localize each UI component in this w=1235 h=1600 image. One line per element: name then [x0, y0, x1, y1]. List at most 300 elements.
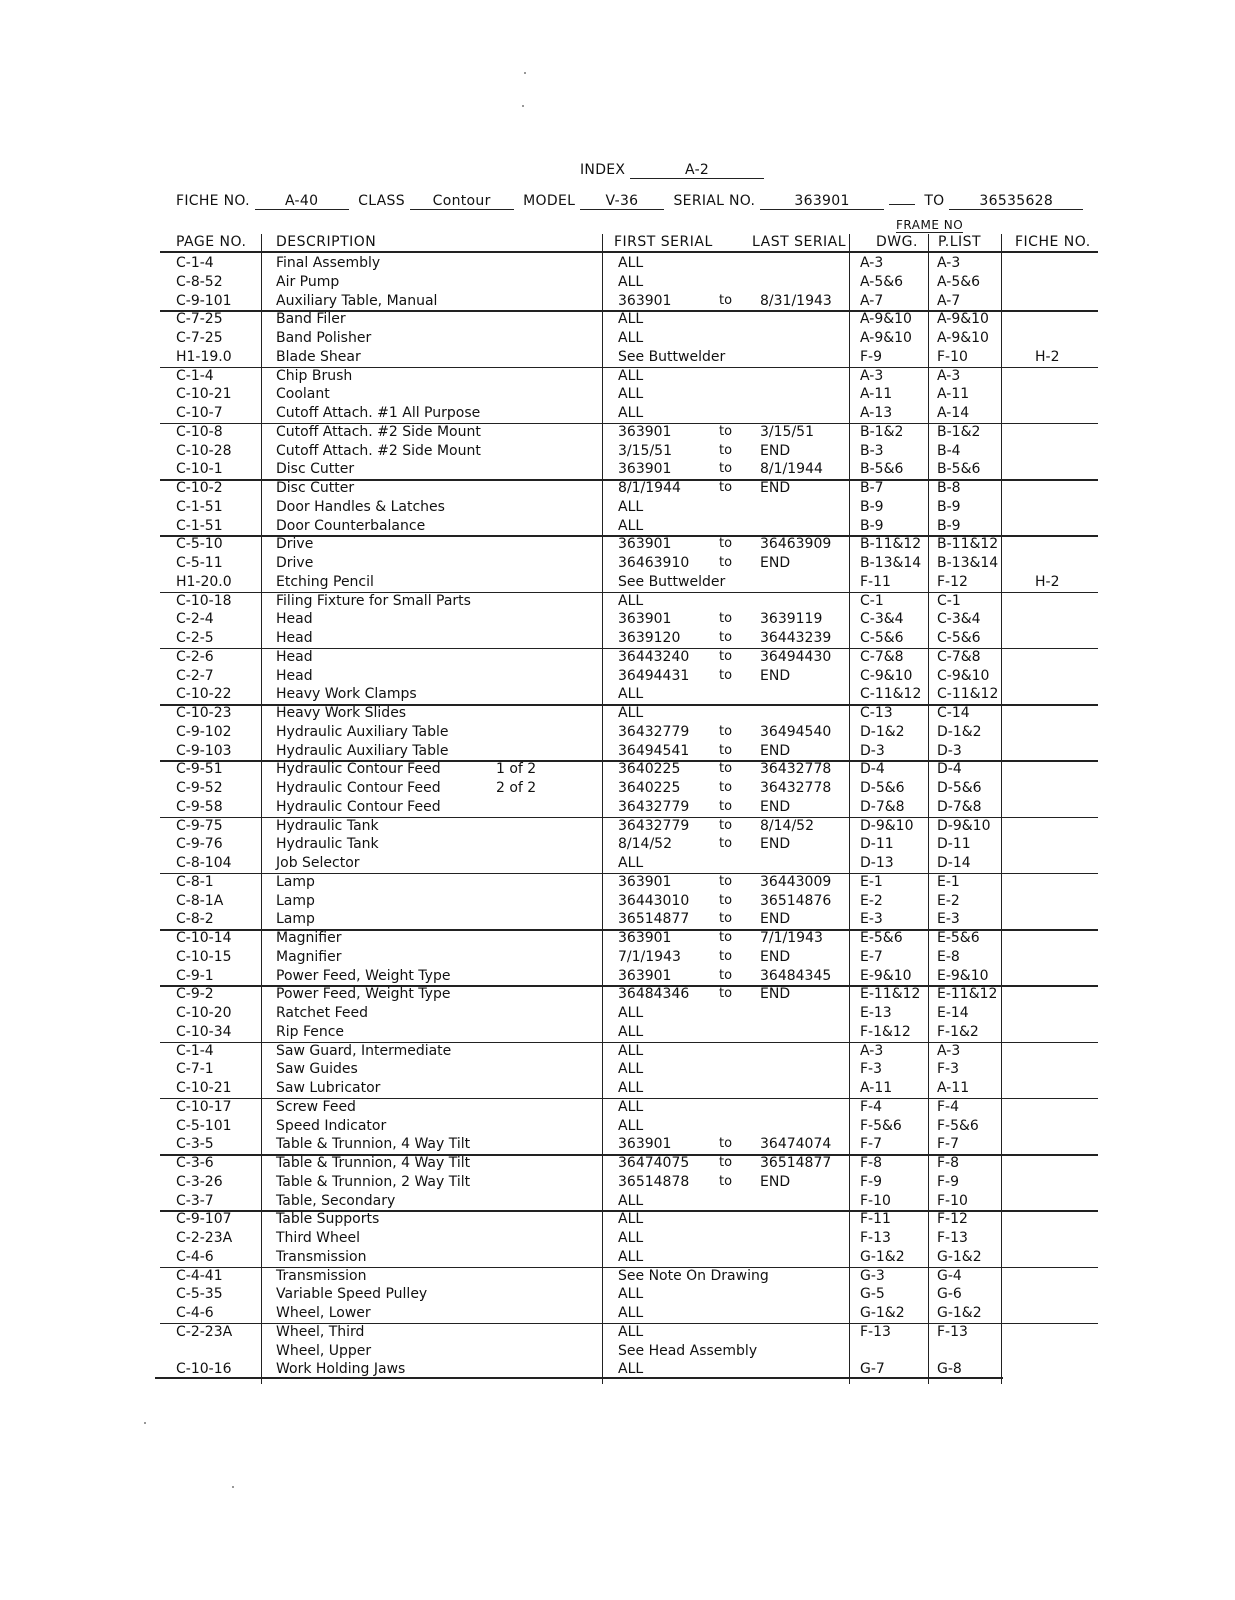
- dwg-cell: F-10: [860, 1192, 891, 1209]
- description-cell: Table Supports: [276, 1211, 380, 1228]
- table-row: [0, 1004, 1235, 1023]
- dwg-cell: B-13&14: [860, 555, 922, 571]
- to-cell: to: [719, 630, 733, 645]
- dwg-cell: A-9&10: [860, 311, 912, 328]
- first-serial-cell: ALL: [618, 1248, 644, 1265]
- dwg-cell: A-9&10: [860, 330, 912, 346]
- bottom-rule: [155, 1377, 1003, 1379]
- to-cell: to: [719, 442, 733, 458]
- dwg-cell: A-3: [860, 1042, 884, 1059]
- group-rule: [160, 479, 1098, 481]
- page-no-cell: C-10-17: [176, 1098, 232, 1115]
- to-cell: to: [719, 742, 733, 758]
- last-serial-cell: END: [760, 480, 791, 496]
- serial-label: SERIAL NO.: [673, 193, 756, 209]
- first-serial-cell: ALL: [618, 1323, 644, 1340]
- plist-cell: D-9&10: [937, 817, 991, 834]
- dwg-cell: E-7: [860, 948, 883, 965]
- group-rule: [160, 592, 1098, 594]
- group-rule: [160, 423, 1098, 425]
- first-serial-cell: ALL: [618, 1117, 644, 1134]
- dwg-cell: E-3: [860, 911, 883, 928]
- first-serial-cell: ALL: [618, 1023, 644, 1040]
- last-serial-cell: 36443239: [760, 630, 832, 646]
- table-row: [0, 704, 1235, 723]
- description-cell: Final Assembly: [276, 255, 381, 271]
- table-row: [0, 1135, 1235, 1154]
- description-cell: Band Filer: [276, 311, 346, 328]
- to-cell: to: [719, 667, 733, 683]
- group-rule: [160, 1098, 1098, 1100]
- to-value: 36535628: [949, 193, 1083, 210]
- page-no-cell: C-10-21: [176, 1080, 232, 1096]
- description-cell: Hydraulic Auxiliary Table: [276, 742, 449, 759]
- plist-cell: E-9&10: [937, 967, 989, 984]
- index-value: A-2: [630, 162, 764, 179]
- description-cell: Drive: [276, 555, 314, 571]
- first-serial-cell: 36443010: [618, 892, 690, 909]
- description-cell: Hydraulic Tank: [276, 836, 379, 853]
- table-row: [0, 835, 1235, 854]
- index-label: INDEX: [580, 162, 626, 178]
- fiche-value: A-40: [255, 193, 349, 210]
- to-cell: to: [719, 836, 733, 852]
- plist-cell: G-8: [937, 1361, 962, 1378]
- page-no-cell: C-5-11: [176, 555, 223, 571]
- group-rule: [160, 367, 1098, 369]
- to-cell: to: [719, 461, 733, 477]
- dwg-cell: A-3: [860, 367, 884, 384]
- page-no-cell: C-4-41: [176, 1267, 223, 1284]
- page-no-cell: C-10-15: [176, 948, 232, 965]
- first-serial-cell: ALL: [618, 311, 644, 328]
- table-row: [0, 967, 1235, 986]
- to-cell: to: [719, 1136, 733, 1152]
- table-row: [0, 348, 1235, 367]
- plist-cell: D-11: [937, 836, 971, 853]
- page-no-cell: C-10-1: [176, 461, 223, 478]
- plist-cell: C-7&8: [937, 648, 981, 665]
- description-cell: Coolant: [276, 386, 330, 403]
- dwg-cell: F-11: [860, 573, 891, 590]
- to-cell: to: [719, 648, 733, 664]
- plist-cell: D-4: [937, 761, 962, 778]
- table-row: [0, 460, 1235, 479]
- plist-cell: E-3: [937, 911, 960, 928]
- dwg-cell: D-3: [860, 742, 885, 759]
- first-serial-cell: 36432779: [618, 798, 690, 815]
- dwg-cell: A-11: [860, 386, 893, 403]
- dwg-cell: F-9: [860, 1173, 883, 1190]
- last-serial-cell: 8/1/1944: [760, 461, 823, 478]
- page-no-cell: C-1-4: [176, 1042, 214, 1059]
- page-no-cell: C-1-51: [176, 517, 223, 534]
- group-rule: [160, 985, 1098, 987]
- table-row: [0, 1323, 1235, 1342]
- table-row: [0, 329, 1235, 348]
- first-serial-cell: ALL: [618, 1361, 644, 1378]
- plist-cell: D-14: [937, 855, 971, 871]
- model-label: MODEL: [523, 193, 576, 209]
- dwg-cell: D-5&6: [860, 780, 905, 796]
- dwg-cell: A-13: [860, 405, 893, 421]
- last-serial-cell: END: [760, 948, 791, 965]
- dwg-cell: B-3: [860, 442, 884, 459]
- description-cell: Job Selector: [276, 855, 360, 871]
- dwg-cell: F-11: [860, 1211, 891, 1228]
- description-cell: Power Feed, Weight Type: [276, 967, 451, 984]
- page-no-cell: C-2-5: [176, 630, 214, 646]
- description-note-cell: 2 of 2: [496, 780, 537, 796]
- first-serial-cell: ALL: [618, 1305, 644, 1321]
- table-row: [0, 779, 1235, 798]
- description-cell: Hydraulic Contour Feed: [276, 780, 441, 796]
- table-row: [0, 667, 1235, 686]
- description-cell: Drive: [276, 536, 314, 553]
- plist-cell: D-1&2: [937, 723, 982, 740]
- table-row: [0, 817, 1235, 836]
- table-row: [0, 929, 1235, 948]
- page-no-cell: H1-20.0: [176, 573, 232, 590]
- page-no-cell: C-2-23A: [176, 1230, 233, 1246]
- description-cell: Wheel, Third: [276, 1323, 365, 1340]
- plist-cell: A-5&6: [937, 273, 981, 290]
- plist-cell: A-3: [937, 1042, 961, 1059]
- first-serial-cell: ALL: [618, 405, 644, 421]
- last-serial-cell: END: [760, 667, 791, 684]
- description-cell: Head: [276, 630, 313, 646]
- to-cell: to: [719, 892, 733, 908]
- first-serial-cell: See Buttwelder: [618, 348, 726, 365]
- description-cell: Air Pump: [276, 273, 340, 290]
- last-serial-cell: END: [760, 742, 791, 759]
- table-row: [0, 742, 1235, 761]
- group-rule: [160, 929, 1098, 931]
- first-serial-cell: ALL: [618, 498, 644, 515]
- plist-cell: D-7&8: [937, 798, 982, 815]
- description-cell: Hydraulic Contour Feed: [276, 761, 441, 778]
- last-serial-cell: END: [760, 986, 791, 1003]
- dwg-cell: D-9&10: [860, 817, 914, 834]
- first-serial-cell: 3640225: [618, 761, 681, 778]
- class-value: Contour: [410, 193, 514, 210]
- dwg-cell: B-9: [860, 498, 884, 515]
- group-rule: [160, 817, 1098, 819]
- to-cell: to: [719, 911, 733, 927]
- group-rule: [160, 1154, 1098, 1156]
- last-serial-cell: END: [760, 1173, 791, 1190]
- page-no-cell: C-1-4: [176, 255, 214, 271]
- table-row: [0, 1173, 1235, 1192]
- table-row: [0, 798, 1235, 817]
- plist-cell: F-9: [937, 1173, 960, 1190]
- first-serial-cell: 363901: [618, 611, 672, 628]
- dwg-cell: A-5&6: [860, 273, 904, 290]
- dwg-cell: C-1: [860, 592, 884, 609]
- description-cell: Wheel, Upper: [276, 1342, 372, 1359]
- description-cell: Wheel, Lower: [276, 1305, 371, 1321]
- description-cell: Hydraulic Auxiliary Table: [276, 723, 449, 740]
- description-cell: Disc Cutter: [276, 480, 355, 496]
- to-cell: to: [719, 536, 733, 552]
- dwg-cell: G-1&2: [860, 1305, 905, 1321]
- scan-speck: [144, 1422, 146, 1424]
- group-rule: [160, 1323, 1098, 1325]
- first-serial-cell: 363901: [618, 873, 672, 890]
- last-serial-cell: END: [760, 836, 791, 853]
- to-cell: to: [719, 480, 733, 495]
- dwg-cell: E-2: [860, 892, 883, 909]
- first-serial-cell: ALL: [618, 517, 644, 534]
- header-rule: [160, 251, 1098, 253]
- table-row: [0, 892, 1235, 911]
- page-no-cell: C-10-34: [176, 1023, 232, 1040]
- fiche-no-cell: H-2: [1035, 348, 1060, 365]
- frame-no-label: FRAME NO: [896, 218, 964, 232]
- table-row: [0, 423, 1235, 442]
- plist-cell: C-9&10: [937, 667, 990, 684]
- scan-speck: [524, 72, 526, 74]
- group-rule: [160, 760, 1098, 762]
- last-serial-cell: 8/31/1943: [760, 292, 832, 309]
- plist-cell: F-13: [937, 1230, 968, 1246]
- last-serial-cell: END: [760, 442, 791, 459]
- last-serial-cell: 7/1/1943: [760, 930, 823, 946]
- dwg-cell: A-11: [860, 1080, 893, 1096]
- first-serial-cell: 363901: [618, 930, 672, 946]
- page-no-cell: C-10-2: [176, 480, 223, 496]
- page-no-cell: C-10-7: [176, 405, 223, 421]
- page-no-cell: C-9-1: [176, 967, 214, 984]
- dwg-cell: B-7: [860, 480, 884, 496]
- page-no-cell: C-8-104: [176, 855, 232, 871]
- description-cell: Band Polisher: [276, 330, 372, 346]
- page-no-cell: C-10-23: [176, 705, 232, 721]
- plist-cell: C-14: [937, 705, 970, 721]
- description-cell: Saw Guides: [276, 1061, 358, 1078]
- table-row: [0, 1229, 1235, 1248]
- dwg-cell: E-11&12: [860, 986, 921, 1003]
- page-no-cell: C-9-102: [176, 723, 232, 740]
- first-serial-cell: ALL: [618, 855, 644, 871]
- description-cell: Chip Brush: [276, 367, 353, 384]
- description-cell: Third Wheel: [276, 1230, 360, 1246]
- description-cell: Head: [276, 611, 313, 628]
- description-cell: Table & Trunnion, 4 Way Tilt: [276, 1155, 471, 1171]
- table-row: [0, 723, 1235, 742]
- description-cell: Heavy Work Slides: [276, 705, 407, 721]
- first-serial-cell: 3/15/51: [618, 442, 672, 459]
- page-no-cell: C-5-35: [176, 1286, 223, 1303]
- plist-cell: F-10: [937, 1192, 968, 1209]
- description-cell: Table, Secondary: [276, 1192, 396, 1209]
- col-page-no: PAGE NO.: [176, 234, 247, 250]
- page-no-cell: C-3-26: [176, 1173, 223, 1190]
- to-cell: to: [719, 292, 733, 308]
- description-cell: Magnifier: [276, 948, 342, 965]
- last-serial-cell: 8/14/52: [760, 817, 814, 834]
- table-row: [0, 554, 1235, 573]
- page-no-cell: C-10-22: [176, 686, 232, 703]
- description-cell: Power Feed, Weight Type: [276, 986, 451, 1003]
- table-row: [0, 498, 1235, 517]
- fiche-label: FICHE NO.: [176, 193, 250, 209]
- plist-cell: B-1&2: [937, 423, 981, 440]
- table-row: [0, 910, 1235, 929]
- first-serial-cell: 36463910: [618, 555, 690, 571]
- dwg-cell: C-11&12: [860, 686, 922, 703]
- last-serial-cell: 36463909: [760, 536, 832, 553]
- last-serial-cell: END: [760, 555, 791, 571]
- page-no-cell: C-7-25: [176, 330, 223, 346]
- dwg-cell: F-13: [860, 1230, 891, 1246]
- last-serial-cell: END: [760, 911, 791, 928]
- page-no-cell: C-8-1: [176, 873, 214, 890]
- page-no-cell: C-9-75: [176, 817, 223, 834]
- dwg-cell: B-5&6: [860, 461, 904, 478]
- description-cell: Blade Shear: [276, 348, 361, 365]
- page-no-cell: C-3-7: [176, 1192, 214, 1209]
- plist-cell: D-5&6: [937, 780, 982, 796]
- first-serial-cell: 363901: [618, 423, 672, 440]
- first-serial-cell: 363901: [618, 967, 672, 984]
- table-row: [0, 1304, 1235, 1323]
- plist-cell: G-1&2: [937, 1248, 982, 1265]
- table-row: [0, 1210, 1235, 1229]
- description-cell: Disc Cutter: [276, 461, 355, 478]
- first-serial-cell: ALL: [618, 1061, 644, 1078]
- description-cell: Table & Trunnion, 4 Way Tilt: [276, 1136, 471, 1153]
- page-no-cell: C-9-107: [176, 1211, 232, 1228]
- to-cell: to: [719, 948, 733, 964]
- plist-cell: B-11&12: [937, 536, 999, 553]
- table-row: [0, 1248, 1235, 1267]
- table-row: [0, 1285, 1235, 1304]
- last-serial-cell: 36514876: [760, 892, 832, 909]
- to-cell: to: [719, 555, 733, 570]
- table-row: [0, 760, 1235, 779]
- first-serial-cell: 363901: [618, 1136, 672, 1153]
- table-row: [0, 985, 1235, 1004]
- to-cell: to: [719, 798, 733, 814]
- first-serial-cell: 8/14/52: [618, 836, 672, 853]
- to-cell: to: [719, 723, 733, 739]
- dwg-cell: A-7: [860, 292, 884, 309]
- to-cell: to: [719, 930, 733, 945]
- group-rule: [160, 704, 1098, 706]
- dwg-cell: E-9&10: [860, 967, 912, 984]
- last-serial-cell: 36514877: [760, 1155, 832, 1171]
- plist-cell: F-8: [937, 1155, 960, 1171]
- last-serial-cell: 36432778: [760, 761, 832, 778]
- dwg-cell: G-1&2: [860, 1248, 905, 1265]
- table-row: [0, 1060, 1235, 1079]
- first-serial-cell: 3640225: [618, 780, 681, 796]
- table-row: [0, 948, 1235, 967]
- page-no-cell: C-8-52: [176, 273, 223, 290]
- to-cell: to: [719, 780, 733, 795]
- page-no-cell: C-2-7: [176, 667, 214, 684]
- dwg-cell: F-9: [860, 348, 883, 365]
- dwg-cell: E-5&6: [860, 930, 903, 946]
- col-first-serial: FIRST SERIAL: [614, 234, 713, 250]
- description-cell: Transmission: [276, 1248, 367, 1265]
- page-no-cell: C-1-51: [176, 498, 223, 515]
- description-cell: Lamp: [276, 892, 315, 909]
- group-rule: [160, 648, 1098, 650]
- dwg-cell: E-13: [860, 1005, 892, 1021]
- table-row: [0, 1192, 1235, 1211]
- plist-cell: A-7: [937, 292, 961, 309]
- table-row: [0, 1023, 1235, 1042]
- dwg-cell: B-1&2: [860, 423, 904, 440]
- group-rule: [160, 873, 1098, 875]
- group-rule: [160, 1210, 1098, 1212]
- group-rule: [160, 1267, 1098, 1269]
- to-label: TO: [924, 193, 945, 209]
- dwg-cell: G-3: [860, 1267, 885, 1284]
- plist-cell: C-1: [937, 592, 961, 609]
- table-row: [0, 1117, 1235, 1136]
- first-serial-cell: ALL: [618, 1080, 644, 1096]
- last-serial-cell: 3/15/51: [760, 423, 814, 440]
- col-last-serial: LAST SERIAL: [752, 234, 847, 250]
- first-serial-cell: ALL: [618, 1192, 644, 1209]
- first-serial-cell: ALL: [618, 686, 644, 703]
- fiche-line: [176, 193, 1083, 210]
- description-cell: Door Handles & Latches: [276, 498, 445, 515]
- table-row: [0, 292, 1235, 311]
- description-cell: Screw Feed: [276, 1098, 356, 1115]
- page-no-cell: C-9-76: [176, 836, 223, 853]
- plist-cell: B-9: [937, 517, 961, 534]
- plist-cell: G-6: [937, 1286, 962, 1303]
- last-serial-cell: 36432778: [760, 780, 832, 796]
- first-serial-cell: 36484346: [618, 986, 690, 1003]
- plist-cell: F-3: [937, 1061, 960, 1078]
- first-serial-cell: ALL: [618, 1042, 644, 1059]
- description-cell: Lamp: [276, 911, 315, 928]
- table-row: [0, 1079, 1235, 1098]
- table-row: [0, 1342, 1235, 1361]
- dwg-cell: F-3: [860, 1061, 883, 1078]
- page-no-cell: C-7-1: [176, 1061, 214, 1078]
- first-serial-cell: ALL: [618, 592, 644, 609]
- plist-cell: F-12: [937, 1211, 968, 1228]
- description-cell: Cutoff Attach. #1 All Purpose: [276, 405, 481, 421]
- first-serial-cell: ALL: [618, 273, 644, 290]
- last-serial-cell: 36484345: [760, 967, 832, 984]
- page-no-cell: C-5-101: [176, 1117, 232, 1134]
- col-fiche-no: FICHE NO.: [1015, 234, 1091, 250]
- plist-cell: E-2: [937, 892, 960, 909]
- first-serial-cell: 36494431: [618, 667, 690, 684]
- description-cell: Transmission: [276, 1267, 367, 1284]
- table-row: [0, 1267, 1235, 1286]
- group-rule: [160, 1042, 1098, 1044]
- last-serial-cell: 36443009: [760, 873, 832, 890]
- page-no-cell: C-10-20: [176, 1005, 232, 1021]
- plist-cell: E-8: [937, 948, 960, 965]
- dwg-cell: C-9&10: [860, 667, 913, 684]
- dwg-cell: D-4: [860, 761, 885, 778]
- first-serial-cell: See Buttwelder: [618, 573, 726, 590]
- page-no-cell: C-10-14: [176, 930, 232, 946]
- dwg-cell: C-3&4: [860, 611, 904, 628]
- first-serial-cell: ALL: [618, 386, 644, 403]
- first-serial-cell: ALL: [618, 1005, 644, 1021]
- description-note-cell: 1 of 2: [496, 761, 537, 778]
